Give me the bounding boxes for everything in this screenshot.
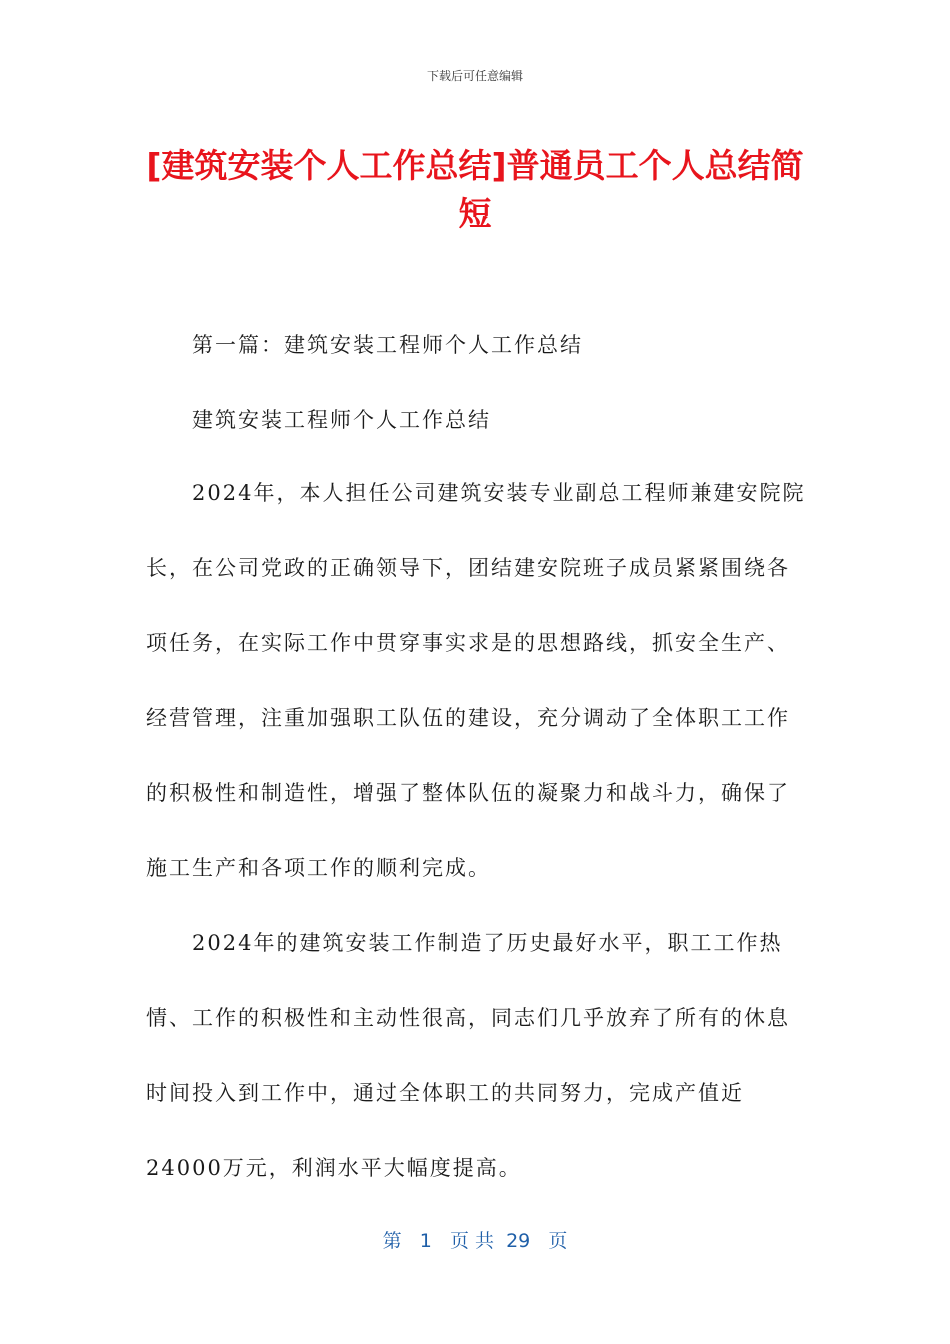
sub-heading: 建筑安装工程师个人工作总结 <box>192 408 491 432</box>
footer-middle: 页 共 <box>449 1230 494 1252</box>
paragraph-1: 2024年，本人担任公司建筑安装专业副总工程师兼建安院院长，在公司党政的正确领导下，团结建安院班子成员紧紧围绕各项任务，在实际工作中贯穿事实求是的思想路线，抓安全生产、经营管理，注重加强职工队伍的建设，充分调动了全体职工工作的积极性和制造性，增强了整体队伍的凝聚力和战斗力，确保了施工生产和各项工作的顺利完成。 <box>146 481 806 880</box>
document-title: [建筑安装个人工作总结]普通员工个人总结简短 <box>146 146 804 233</box>
footer-total-pages: 29 <box>506 1230 531 1252</box>
footer-current-page: 1 <box>419 1230 432 1252</box>
page-footer <box>0 1226 950 1253</box>
footer-suffix: 页 <box>548 1230 568 1252</box>
paragraph-2: 2024年的建筑安装工作制造了历史最好水平，职工工作热情、工作的积极性和主动性很高，同志们几乎放弃了所有的休息时间投入到工作中，通过全体职工的共同努力，完成产值近24000万元，利润水平大幅度提高。 <box>146 931 790 1180</box>
header-note: 下载后可任意编辑 <box>426 69 523 83</box>
section-heading: 第一篇：建筑安装工程师个人工作总结 <box>192 333 583 357</box>
footer-prefix: 第 <box>382 1230 402 1252</box>
